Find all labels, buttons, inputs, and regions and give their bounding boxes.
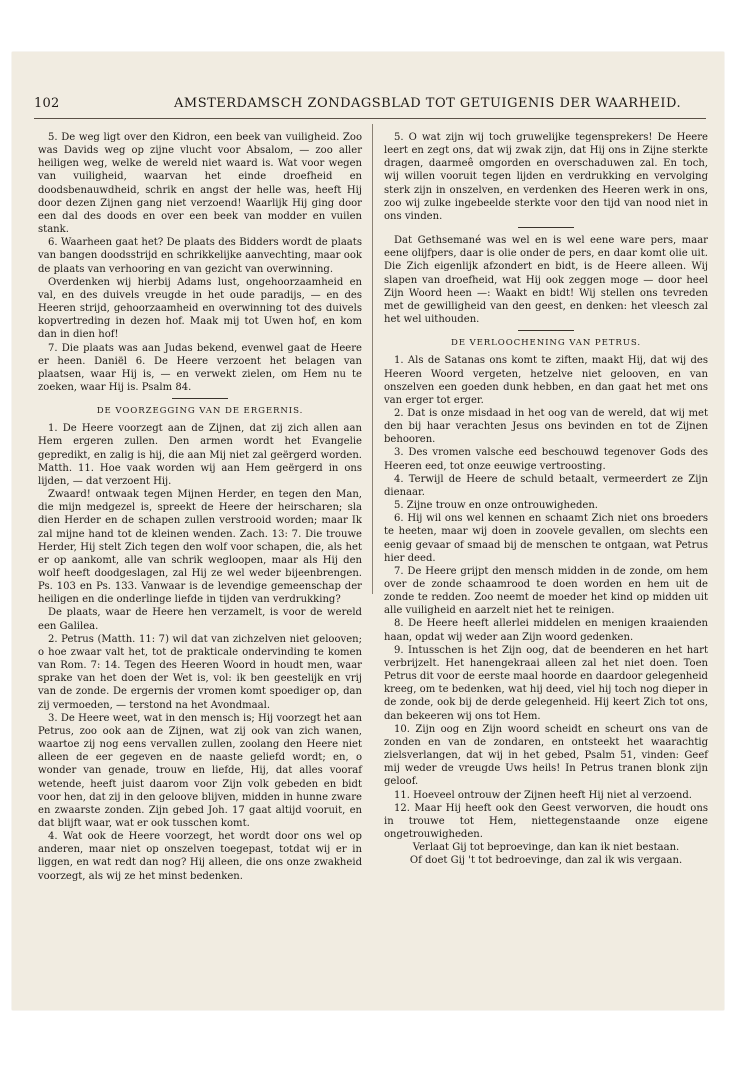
verloochening-9: 9. Intusschen is het Zijn oog, dat de beenderen en het hart verbrijzelt. Het hanengekraai alleen zal het niet doen. Toen Petrus dit voor de eerste maal hoorde en daardoor gelegenheid kreeg, om te bedenken, wat hij deed, viel hij toch nog dieper in de zonde, ook bij de derde gelegenheid. Hij keert Zich tot ons, dan bekeeren wij ons tot Hem. bbox=[384, 644, 708, 722]
section-title-verloochening: DE VERLOOCHENING VAN PETRUS. bbox=[450, 338, 642, 349]
verloochening-3: 3. Des vromen valsche eed beschouwd tegenover Gods des Heeren eed, tot onze eeuwige vertroosting. bbox=[384, 447, 708, 472]
column-divider bbox=[372, 124, 373, 594]
paragraph-5: 5. De weg ligt over den Kidron, een beek van vuiligheid. Zoo was Davids weg op zijne vlucht voor Absalom, — zoo aller heiligen weg, welke de wereld niet waard is. Wat voor wegen van vuiligheid, waarvan het einde droefheid en doodsbenauwdheid, schrik en angst der helle was, heeft Hij door dezen Zijnen gang niet verzoend! Waarlijk Hij ging door een dal des doods en over een beek van modder en vuilen stank. bbox=[38, 132, 362, 236]
left-column bbox=[38, 131, 362, 883]
verloochening-4: 4. Terwijl de Heere de schuld betaalt, vermeerdert ze Zijn dienaar. bbox=[384, 473, 708, 498]
running-title: AMSTERDAMSCH ZONDAGSBLAD TOT GETUIGENIS DER WAARHEID. bbox=[174, 96, 682, 111]
ergernis-1b: Zwaard! ontwaak tegen Mijnen Herder, en tegen den Man, die mijn medgezel is, spreekt de Heere der heirscharen; sla dien Herder en de schapen zullen verstrooid worden; maar Ik zal mijne hand tot de kleinen wenden. Zach. 13: 7. Die trouwe Herder, Hij stelt Zich tegen den wolf voor schapen, die, als het er op aankomt, alle van schrik wegloopen, maar als Hij den wolf heeft doodgeslagen, zal Hij ze wel weder bijeenbrengen. Ps. 103 en Ps. 133. Vanwaar is de levendige gemeenschap der heiligen en die onderlinge liefde in tijden van verdrukking? bbox=[38, 489, 362, 606]
closing-verse-line-2: Of doet Gij 't tot bedroevinge, dan zal ik wis vergaan. bbox=[409, 855, 683, 867]
paragraph-6b: Overdenken wij hierbij Adams lust, ongehoorzaamheid en val, en des duivels vreugde in het oude paradijs, — en des Heeren strijd, gehoorzaamheid en overwinning tot des duivels kopvertreding in dezen hof. Maak mij tot Uwen hof, en kom dan in dien hof! bbox=[38, 276, 362, 341]
verloochening-1: 1. Als de Satanas ons komt te ziften, maakt Hij, dat wij des Heeren Woord vergeten, hetzelve niet gelooven, en van onszelven een goeden dunk hebben, en dan gaat het met ons van erger tot erger. bbox=[384, 355, 708, 406]
verloochening-12: 12. Maar Hij heeft ook den Geest verworven, die houdt ons in trouwe tot Hem, niettegenstaande onze eigene ongetrouwigheden. bbox=[384, 802, 708, 840]
verloochening-6: 6. Hij wil ons wel kennen en schaamt Zich niet ons broeders te heeten, maar wij doen in zoovele gevallen, om slechts een eenig gevaar of smaad bij de menschen te ontgaan, wat Petrus hier deed. bbox=[384, 513, 708, 564]
verloochening-10: 10. Zijn oog en Zijn woord scheidt en scheurt ons van de zonden en van de zondaren, en ontsteekt het waarachtig zielsverlangen, dat wij in het gebed, Psalm 51, vinden: Geef mij weder de vreugde Uws heils! In Petrus tranen blonk zijn geloof. bbox=[384, 723, 708, 788]
section-rule bbox=[518, 330, 574, 331]
closing-verse-line-1: Verlaat Gij tot beproevinge, dan kan ik niet bestaan. bbox=[412, 842, 680, 854]
paragraph-gethsemane: Dat Gethsemané was wel en is wel eene ware pers, maar eene olijfpers, daar is olie onder de pers, en daar komt olie uit. Die Zich eigenlijk afzondert en bidt, is de Heere alleen. Wij slapen van droefheid, wat Hij ook zeggen moge — door heel Zijn Woord heen —: Waakt en bidt! Wij stellen ons tevreden met de gewilligheid van den geest, en denken: het vleesch zal het wel uithouden. bbox=[384, 235, 708, 326]
verloochening-7: 7. De Heere grijpt den mensch midden in de zonde, om hem over de zonde schaamrood te doen worden en hem uit de zonde te redden. Zoo neemt de moeder het kind op midden uit alle vuiligheid en aarzelt niet het te reinigen. bbox=[384, 565, 708, 617]
ergernis-3: 3. De Heere weet, wat in den mensch is; Hij voorzegt het aan Petrus, zoo ook aan de Zijnen, wat zij ook van zich wanen, waartoe zij nog eens vervallen zullen, zoolang den Heere niet alleen de eer gegeven en de naaste geliefd wordt; en, o wonder van genade, trouw en liefde, Hij, dat alles vooraf wetende, heeft juist daarom voor Zijn volk gebeden en bidt voor hen, dat zij in den geloove blijven, midden in hunne zware en zwaarste zonden. Zijn gebed Joh. 17 gaat altijd vooruit, en dat blijft waar, wat er ook tusschen komt. bbox=[38, 712, 362, 829]
verloochening-2: 2. Dat is onze misdaad in het oog van de wereld, dat wij met den bij haar verachten Jesus ons bevinden en tot de Zijnen behooren. bbox=[384, 407, 708, 446]
verloochening-8: 8. De Heere heeft allerlei middelen en menigen kraaienden haan, opdat wij weder aan Zijn woord gedenken. bbox=[384, 618, 708, 643]
ergernis-2: 2. Petrus (Matth. 11: 7) wil dat van zichzelven niet gelooven; o hoe zwaar valt het, tot de prakticale ondervinding te komen van Rom. 7: 14. Tegen des Heeren Woord in houdt men, waar sprake van het doen der Wet is, vol: ik ben geestelijk en vrij van de zonde. De ergernis der vromen komt spoediger op, dan zij vermoeden, — terstond na het Avondmaal. bbox=[38, 633, 362, 711]
paragraph-r5: 5. O wat zijn wij toch gruwelijke tegensprekers! De Heere leert en zegt ons, dat wij zwak zijn, dat Hij ons in Zijne sterkte dragen, daarmeê omgorden en overschaduwen zal. En toch, wij willen vooruit tegen lijden en verdrukking en vervolging sterk zijn in onszelven, en verdenken des Heeren werk in ons, zoo wij zulke ingebeelde sterkte voor den tijd van nood niet in ons vinden. bbox=[384, 132, 708, 222]
paragraph-6: 6. Waarheen gaat het? De plaats des Bidders wordt de plaats van bangen doodsstrijd en schrikkelijke aanvechting, maar ook de plaats van verhooring en van gezicht van overwinning. bbox=[38, 237, 362, 275]
right-column bbox=[384, 131, 708, 867]
ergernis-4: 4. Wat ook de Heere voorzegt, het wordt door ons wel op anderen, maar niet op onszelven toegepast, totdat wij er in liggen, en wat redt dan nog? Hij alleen, die ons onze zwakheid voorzegt, als wij ze het minst bedenken. bbox=[38, 831, 362, 882]
ergernis-1c: De plaats, waar de Heere hen verzamelt, is voor de wereld een Galilea. bbox=[38, 607, 362, 632]
verloochening-5: 5. Zijne trouw en onze ontrouwigheden. bbox=[394, 500, 598, 512]
ergernis-1: 1. De Heere voorzegt aan de Zijnen, dat zij zich allen aan Hem ergeren zullen. Den armen wordt het Evangelie gepredikt, en zalig is hij, die aan Mij niet zal geërgerd worden. Matth. 11. Hoe vaak worden wij aan Hem geërgerd in ons lijden, — dat verzoent Hij. bbox=[38, 423, 362, 487]
section-title-ergernis: DE VOORZEGGING VAN DE ERGERNIS. bbox=[96, 406, 304, 417]
page-number: 102 bbox=[34, 96, 60, 111]
section-rule bbox=[518, 227, 574, 228]
section-rule bbox=[172, 398, 228, 399]
paragraph-7: 7. Die plaats was aan Judas bekend, evenwel gaat de Heere er heen. Daniël 6. De Heere verzoent het belagen van plaatsen, waar Hij is, — en verwekt zielen, om Hem nu te zoeken, waar Hij is. Psalm 84. bbox=[38, 342, 362, 393]
verloochening-11: 11. Hoeveel ontrouw der Zijnen heeft Hij niet al verzoend. bbox=[394, 789, 692, 801]
page-header bbox=[34, 96, 706, 119]
